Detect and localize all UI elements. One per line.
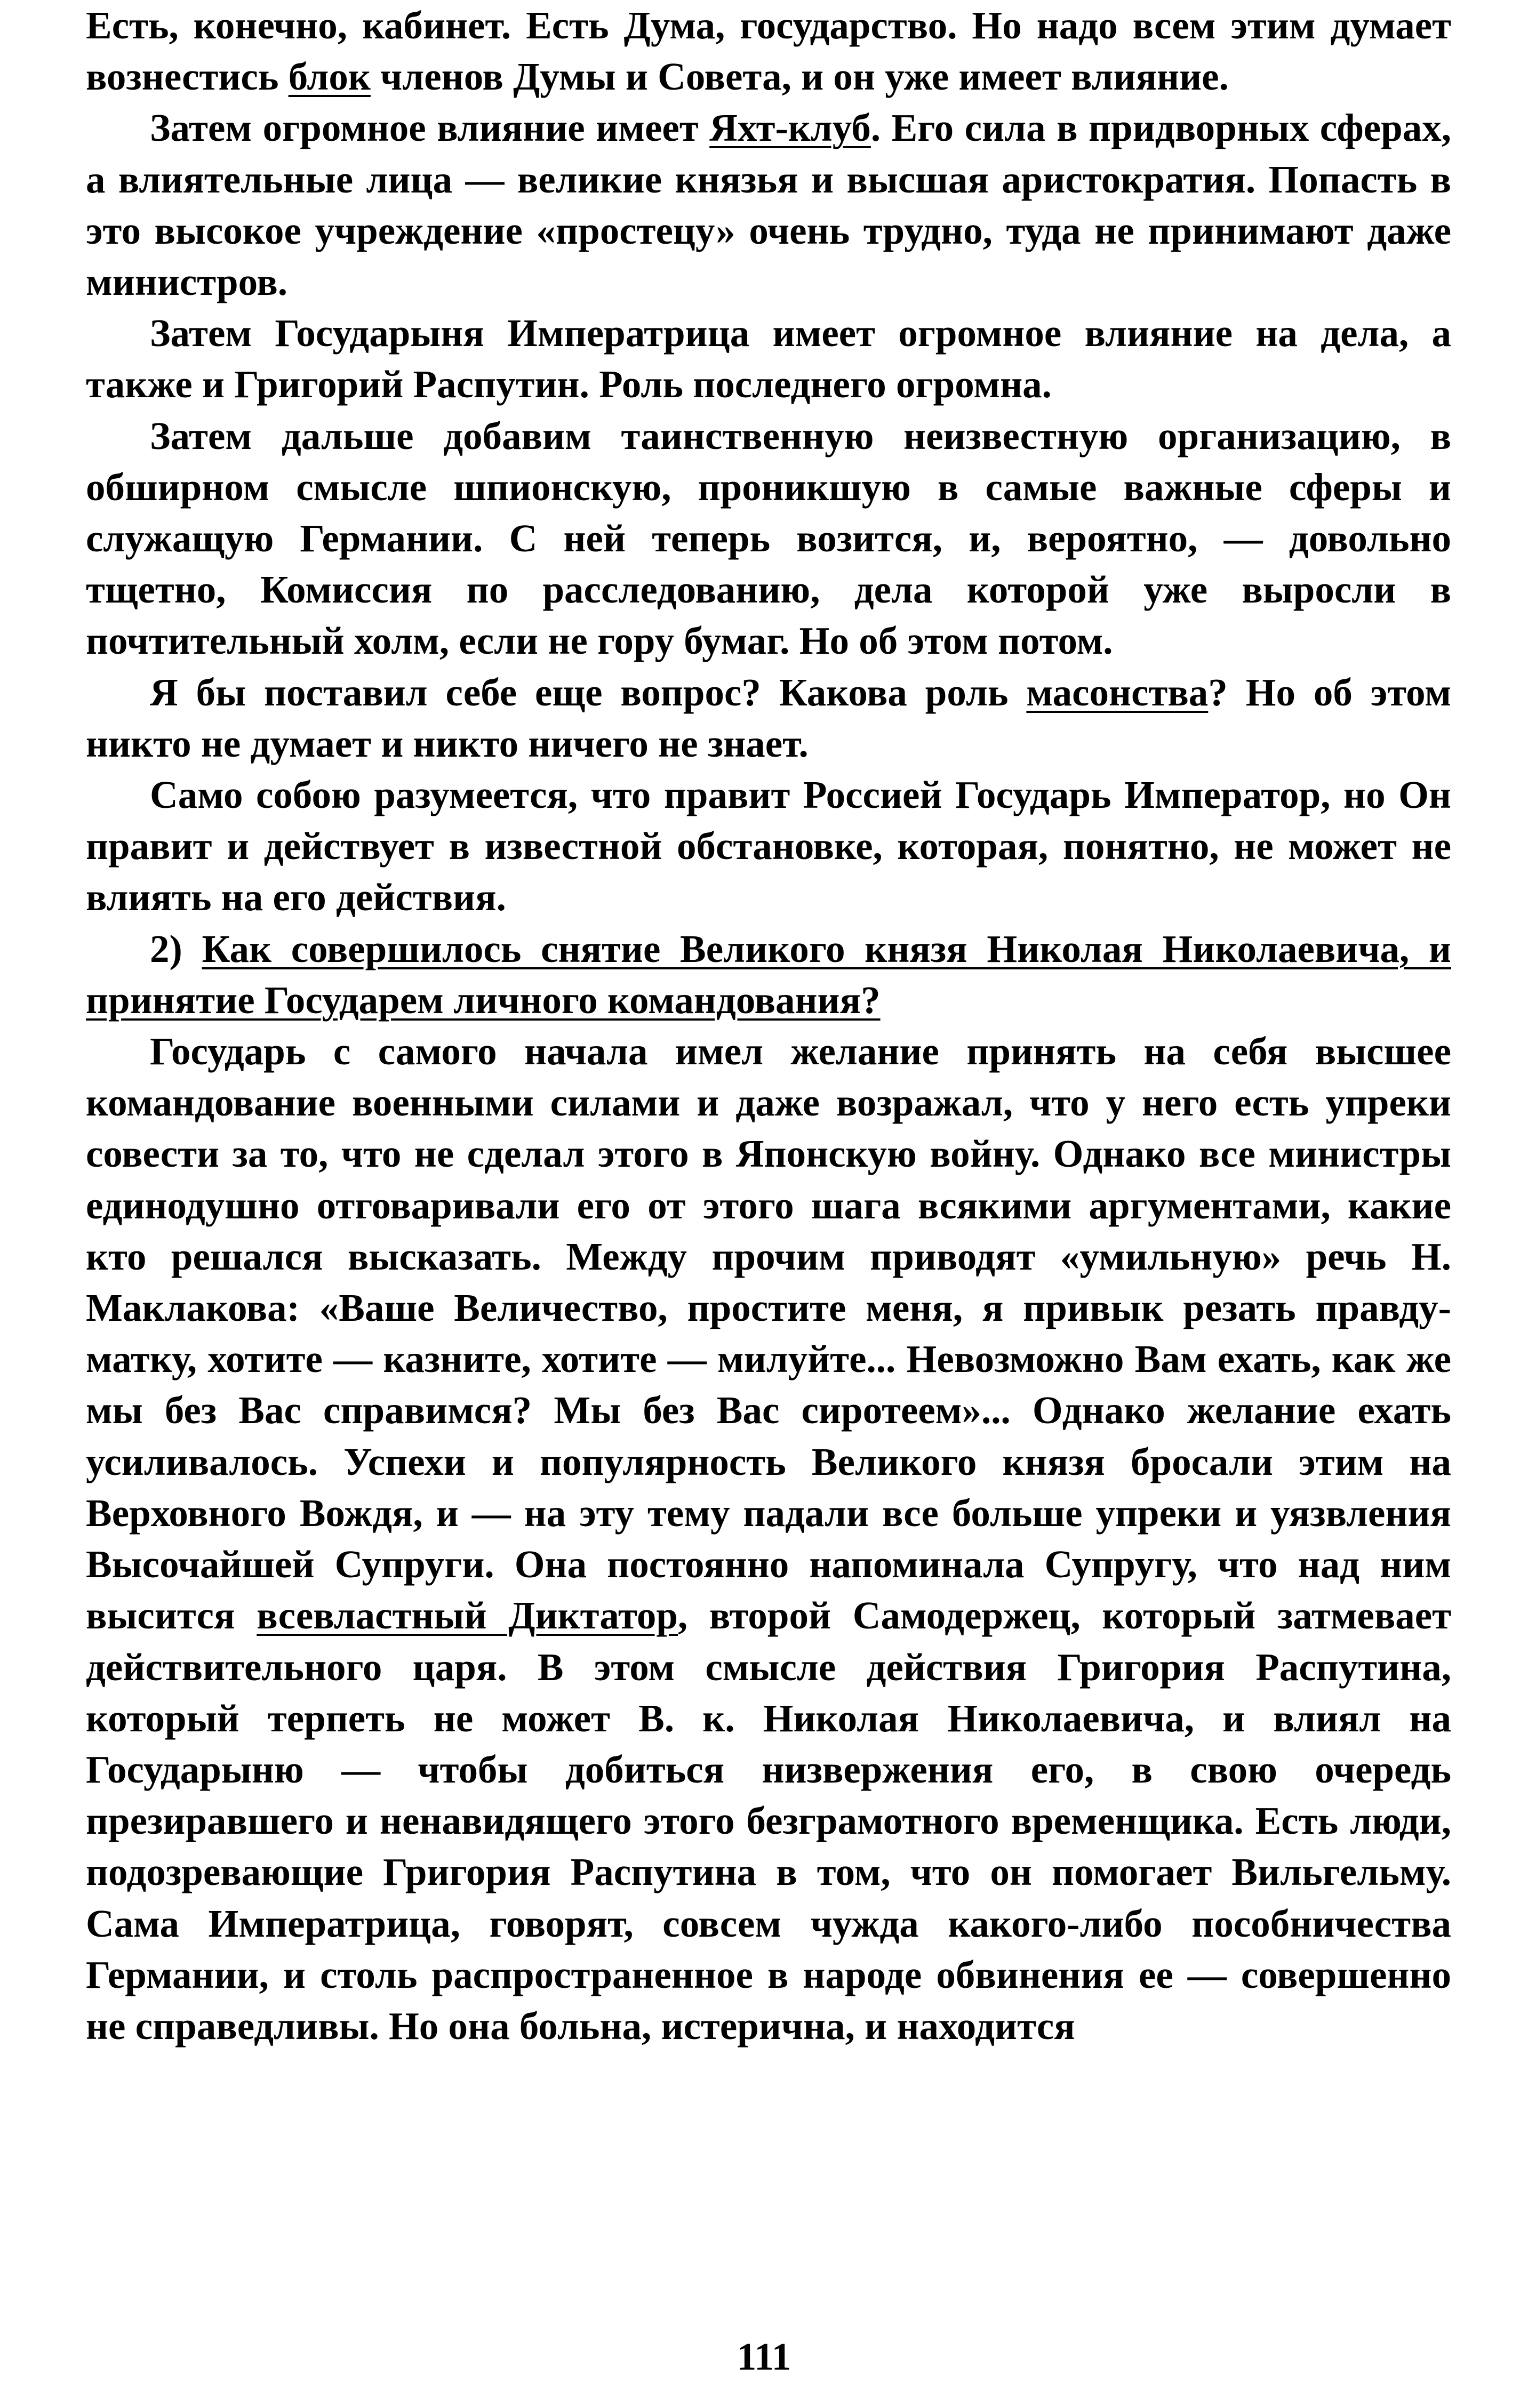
text-run: Государь с самого начала имел желание принять на себя высшее командование военными силами и даже возражал, что у него есть упреки совести за то, что не сделал этого в Японскую войну. Однако все министры единодушно отговаривали его от этого шага всякими аргументами, какие кто решался высказать. Между прочим приводят «умильную» речь Н. Маклакова: «Ваше Величество, простите меня, я привык резать правду-матку, хотите — казните, хотите — милуйте... Невозможно Вам ехать, как же мы без Вас справимся? Мы без Вас сиротеем»... Однако желание ехать усиливалось. Успехи и популярность Великого князя бросали этим на Верховного Вождя, и — на эту тему падали все больше упреки и уязвления Высочайшей Супруги. Она постоянно напоминала Супругу, что над ним высится xyxy=(86,1030,1451,1638)
paragraph-4 xyxy=(86,411,1451,667)
page-number: 111 xyxy=(737,2335,791,2378)
section-heading-2 xyxy=(86,924,1451,1026)
section-number: 2) xyxy=(150,927,202,970)
paragraph-5 xyxy=(86,667,1451,769)
text-run: Затем Государыня Императрица имеет огромное влияние на дела, а также и Григорий Распутин. Роль последнего огромна. xyxy=(86,311,1451,406)
text-run: Затем дальше добавим таинственную неизвестную организацию, в обширном смысле шпионскую, проникшую в самые важные сферы и служащую Германии. С ней теперь возится, и, вероятно, — довольно тщетно, Комиссия по расследованию, дела которой уже выросли в почтительный холм, если не гору бумаг. Но об этом потом. xyxy=(86,414,1451,663)
text-run: , второй Самодержец, который затмевает действительного царя. В этом смысле действия Григория Распутина, который терпеть не может В. к. Николая Николаевича, и влиял на Государыню — чтобы добиться низвержения его, в свою очередь презиравшего и ненавидящего этого безграмотного временщика. Есть люди, подозревающие Григория Распутина в том, что он помогает Вильгельму. Сама Императрица, говорят, совсем чужда какого-либо пособничества Германии, и столь распространенное в народе обвинения ее — совершенно не справедливы. Но она больна, истерична, и находится xyxy=(86,1594,1452,2048)
text-run: Затем огромное влияние имеет xyxy=(150,106,710,150)
paragraph-8 xyxy=(86,1026,1451,2052)
text-run: членов Думы и Совета, и он уже имеет влияние. xyxy=(370,55,1229,99)
underlined-term-blok: блок xyxy=(288,55,371,99)
text-run: Есть, конечно, кабинет. Есть Дума, государство. Но надо всем этим думает вознестись xyxy=(86,4,1451,99)
text-run: Само собою разумеется, что правит Россией Государь Император, но Он правит и действует в известной обстановке, которая, понятно, не может не влиять на его действия. xyxy=(86,773,1451,919)
paragraph-3 xyxy=(86,308,1451,410)
underlined-term-dictator: всевластный Диктатор xyxy=(257,1594,678,1638)
paragraph-1 xyxy=(86,0,1451,102)
text-run: Я бы поставил себе еще вопрос? Какова роль xyxy=(150,670,1027,714)
text-run: ? Но об этом никто не думает и никто ничего не знает. xyxy=(86,670,1452,765)
section-question: Как совершилось снятие Великого князя Николая Николаевича, и принятие Государем личного командования? xyxy=(86,927,1451,1022)
underlined-term-masonstvo: масонства xyxy=(1026,670,1209,714)
text-run: . Его сила в придворных сферах, а влиятельные лица — великие князья и высшая аристократия. Попасть в это высокое учреждение «простецу» очень трудно, туда не принимают даже министров. xyxy=(86,106,1452,304)
page-body xyxy=(86,0,1451,2052)
paragraph-2 xyxy=(86,102,1451,308)
underlined-term-yacht-club: Яхт-клуб xyxy=(709,106,871,150)
paragraph-6 xyxy=(86,769,1451,924)
